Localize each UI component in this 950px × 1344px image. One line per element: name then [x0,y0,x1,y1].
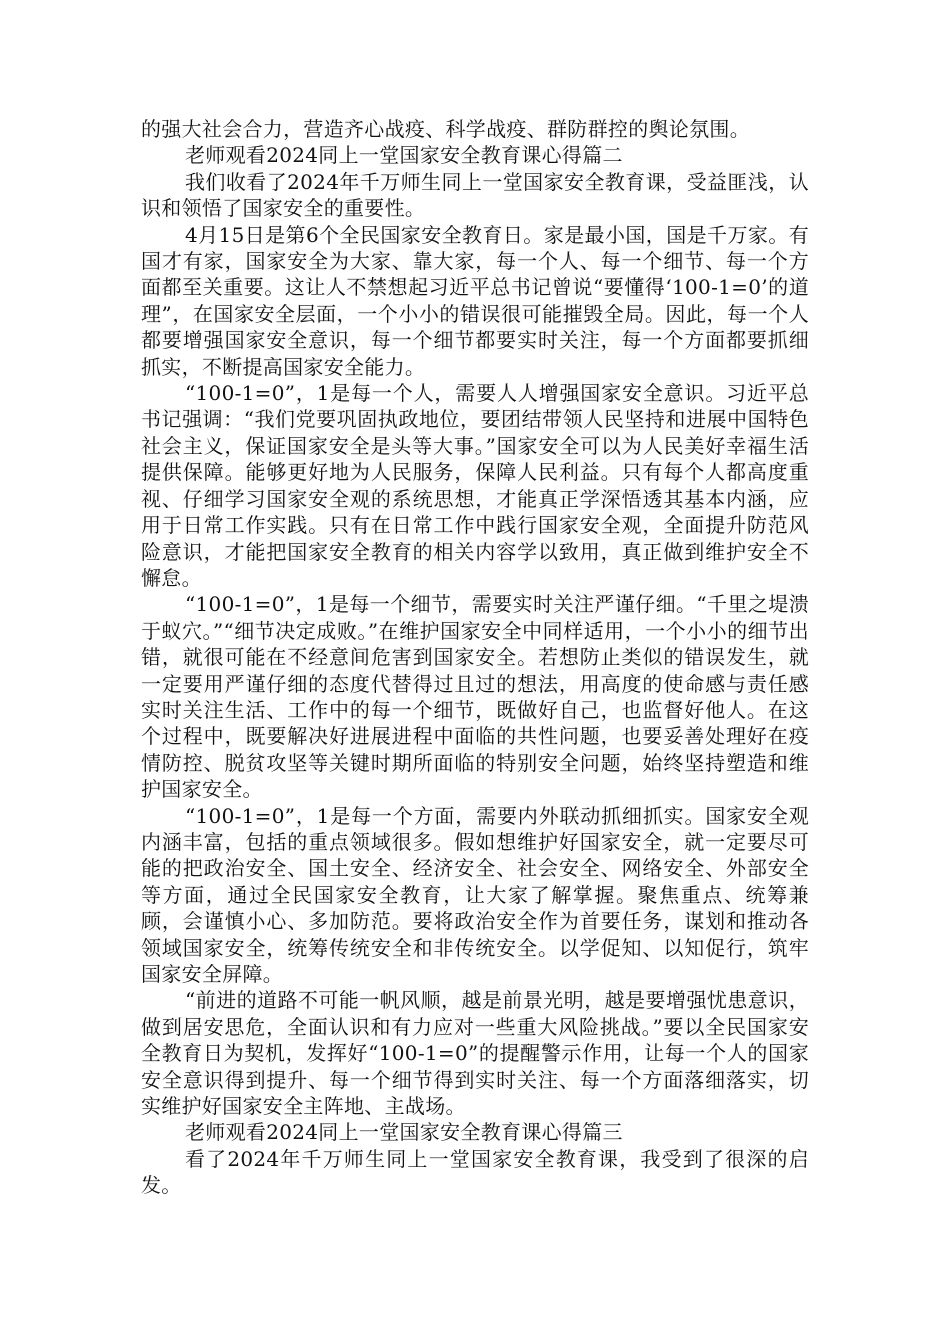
paragraph: “100-1=0”，1是每一个人，需要人人增强国家安全意识。习近平总书记强调：“我们党要巩固执政地位，要团结带领人民坚持和进展中国特色社会主义，保证国家安全是头等大事。”国家安全可以为人民美好幸福生活提供保障。能够更好地为人民服务，保障人民利益。只有每个人都高度重视、仔细学习国家安全观的系统思想，才能真正学深悟透其基本内涵，应用于日常工作实践。只有在日常工作中践行国家安全观，全面提升防范风险意识，才能把国家安全教育的相关内容学以致用，真正做到维护安全不懈怠。 [141,381,809,590]
paragraph: 的强大社会合力，营造齐心战疫、科学战疫、群防群控的舆论氛围。 [141,117,750,141]
paragraph: “前进的道路不可能一帆风顺，越是前景光明，越是要增强忧患意识，做到居安思危，全面认识和有力应对一些重大风险挑战。”要以全民国家安全教育日为契机，发挥好“100-1=0”的提醒警示作用，让每一个人的国家安全意识得到提升、每一个细节得到实时关注、每一个方面落细落实，切实维护好国家安全主阵地、主战场。 [141,988,809,1119]
section-heading: 老师观看2024同上一堂国家安全教育课心得篇三 [185,1120,623,1145]
paragraph: 看了2024年千万师生同上一堂国家安全教育课，我受到了很深的启发。 [141,1146,809,1198]
document-body [141,116,809,1199]
paragraph: “100-1=0”，1是每一个细节，需要实时关注严谨仔细。“千里之堤溃于蚁穴。”“细节决定成败。”在维护国家安全中同样适用，一个小小的细节出错，就很可能在不经意间危害到国家安全。若想防止类似的错误发生，就一定要用严谨仔细的态度代替得过且过的想法，用高度的使命感与责任感实时关注生活、工作中的每一个细节，既做好自己，也监督好他人。在这个过程中，既要解决好进展进程中面临的共性问题，也要妥善处理好在疫情防控、脱贫攻坚等关键时期所面临的特别安全问题，始终坚持塑造和维护国家安全。 [141,592,809,802]
paragraph: 我们收看了2024年千万师生同上一堂国家安全教育课，受益匪浅，认识和领悟了国家安全的重要性。 [141,169,809,221]
section-heading: 老师观看2024同上一堂国家安全教育课心得篇二 [185,143,623,168]
paragraph: “100-1=0”，1是每一个方面，需要内外联动抓细抓实。国家安全观内涵丰富，包括的重点领域很多。假如想维护好国家安全，就一定要尽可能的把政治安全、国土安全、经济安全、社会安全、网络安全、外部安全等方面，通过全民国家安全教育，让大家了解掌握。聚焦重点、统筹兼顾，会谨慎小心、多加防范。要将政治安全作为首要任务，谋划和推动各领域国家安全，统筹传统安全和非传统安全。以学促知、以知促行，筑牢国家安全屏障。 [141,803,809,986]
paragraph: 4月15日是第6个全民国家安全教育日。家是最小国，国是千万家。有国才有家，国家安全为大家、靠大家，每一个人、每一个细节、每一个方面都至关重要。这让人不禁想起习近平总书记曾说“要懂得‘100-1=0’的道理”，在国家安全层面，一个小小的错误很可能摧毁全局。因此，每一个人都要增强国家安全意识，每一个细节都要实时关注，每一个方面都要抓细抓实，不断提高国家安全能力。 [141,222,809,379]
